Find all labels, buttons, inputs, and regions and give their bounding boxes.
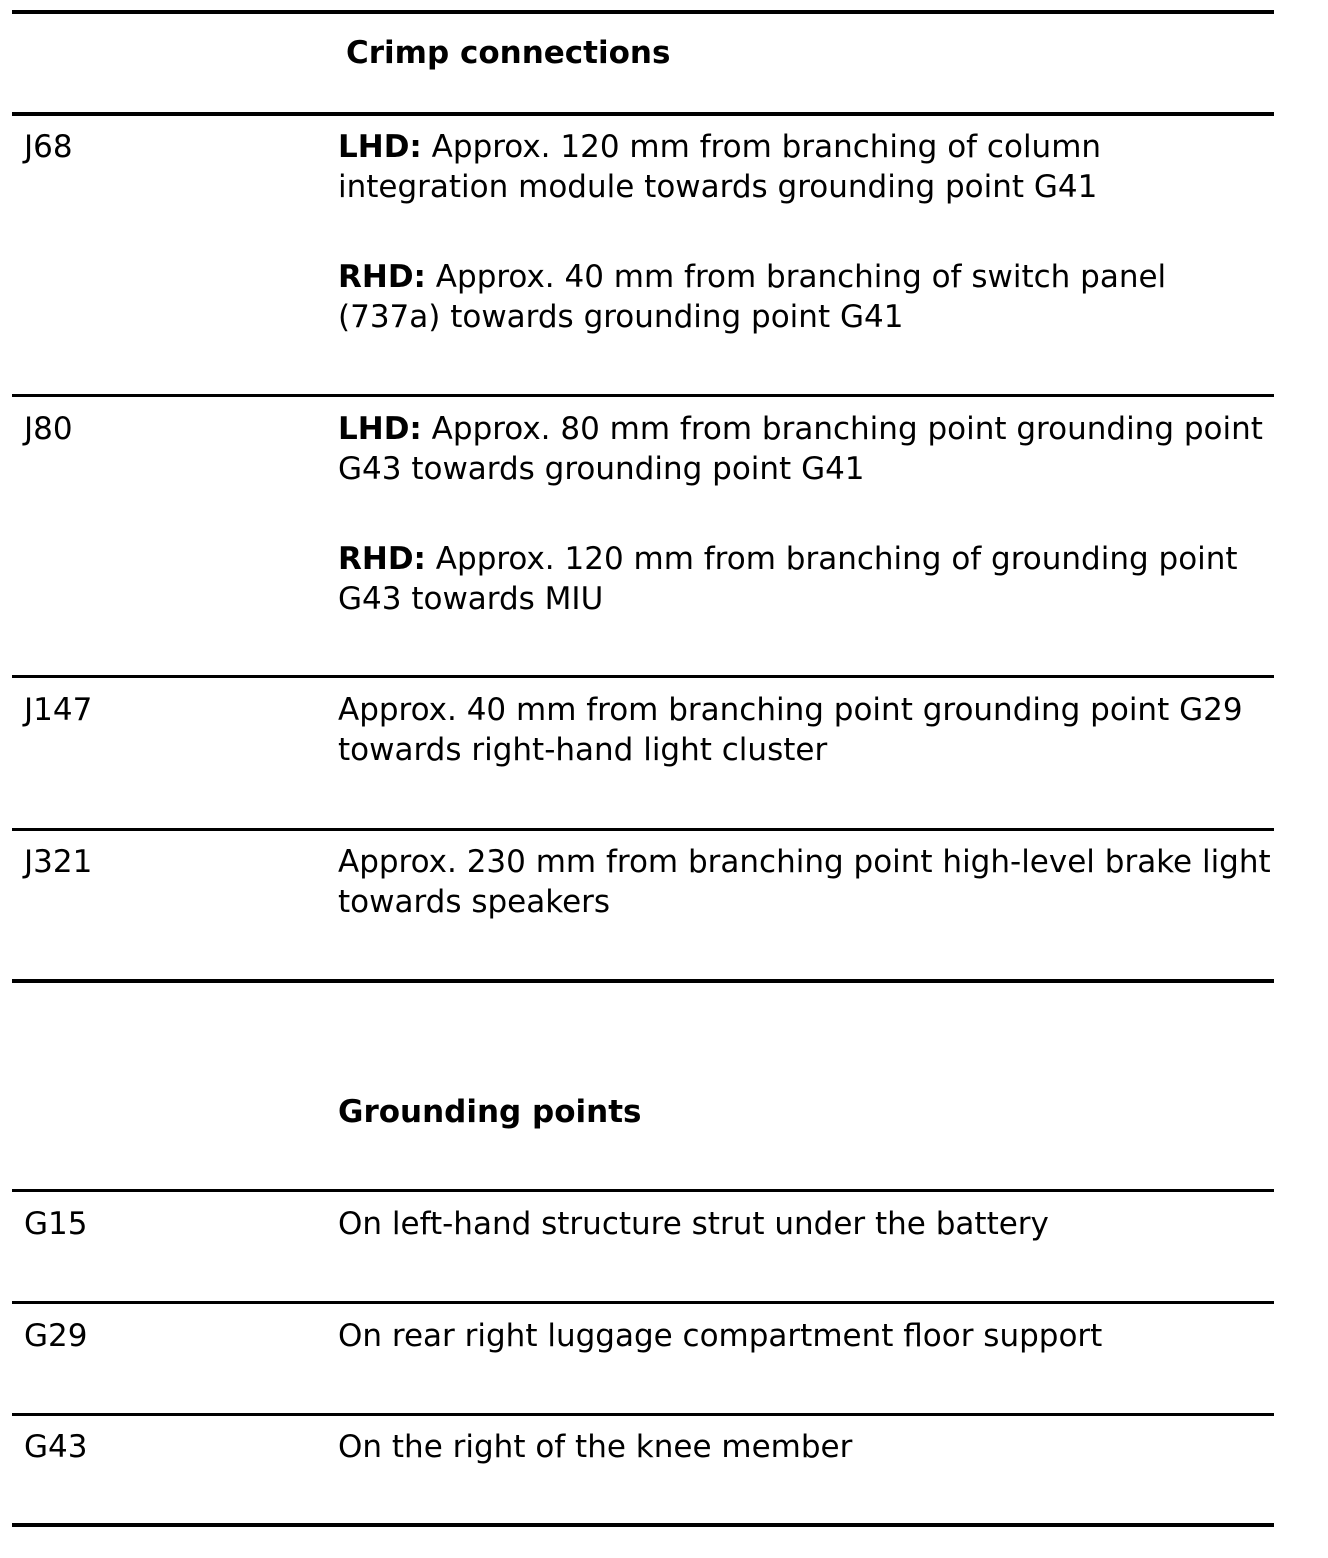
row-divider <box>12 1301 1274 1304</box>
crimp-header-rule <box>12 112 1274 116</box>
description-text: On the right of the knee member <box>338 1429 853 1465</box>
grounding-points-heading: Grounding points <box>338 1094 642 1130</box>
row-divider <box>12 394 1274 397</box>
grounding-table-bottom-rule <box>12 1523 1274 1527</box>
rhd-entry <box>338 539 1274 619</box>
description-text: Approx. 40 mm from branching point grounding point G29 towards right-hand light cluster <box>338 692 1243 768</box>
table-top-rule <box>12 10 1274 14</box>
crimp-row-id: J147 <box>24 692 93 728</box>
crimp-row-description <box>338 409 1274 619</box>
rhd-label: RHD: <box>338 541 426 577</box>
lhd-entry <box>338 409 1274 489</box>
grounding-row-description <box>338 1427 1274 1467</box>
lhd-text: Approx. 120 mm from branching of column integration module towards grounding point G41 <box>338 129 1102 205</box>
lhd-text: Approx. 80 mm from branching point grounding point G43 towards grounding point G41 <box>338 411 1263 487</box>
crimp-row-description <box>338 690 1274 770</box>
crimp-connections-heading: Crimp connections <box>346 35 671 71</box>
lhd-label: LHD: <box>338 411 422 447</box>
crimp-row-description <box>338 127 1274 337</box>
crimp-table-bottom-rule <box>12 979 1274 983</box>
description-text: On left-hand structure strut under the battery <box>338 1206 1049 1242</box>
crimp-row-id: J321 <box>24 844 93 880</box>
grounding-header-rule <box>12 1189 1274 1192</box>
grounding-row-id: G43 <box>24 1429 88 1465</box>
description-text: Approx. 230 mm from branching point high-level brake light towards speakers <box>338 844 1271 920</box>
lhd-label: LHD: <box>338 129 422 165</box>
grounding-row-id: G15 <box>24 1206 88 1242</box>
crimp-row-description <box>338 842 1278 922</box>
row-divider <box>12 828 1274 831</box>
rhd-entry <box>338 257 1274 337</box>
row-divider <box>12 675 1274 678</box>
grounding-row-description <box>338 1316 1274 1356</box>
rhd-text: Approx. 40 mm from branching of switch panel (737a) towards grounding point G41 <box>338 259 1167 335</box>
lhd-entry <box>338 127 1274 207</box>
grounding-row-id: G29 <box>24 1318 88 1354</box>
rhd-label: RHD: <box>338 259 426 295</box>
grounding-row-description <box>338 1204 1274 1244</box>
row-divider <box>12 1413 1274 1416</box>
crimp-row-id: J68 <box>24 129 73 165</box>
crimp-row-id: J80 <box>24 411 73 447</box>
rhd-text: Approx. 120 mm from branching of grounding point G43 towards MIU <box>338 541 1238 617</box>
description-text: On rear right luggage compartment floor support <box>338 1318 1103 1354</box>
